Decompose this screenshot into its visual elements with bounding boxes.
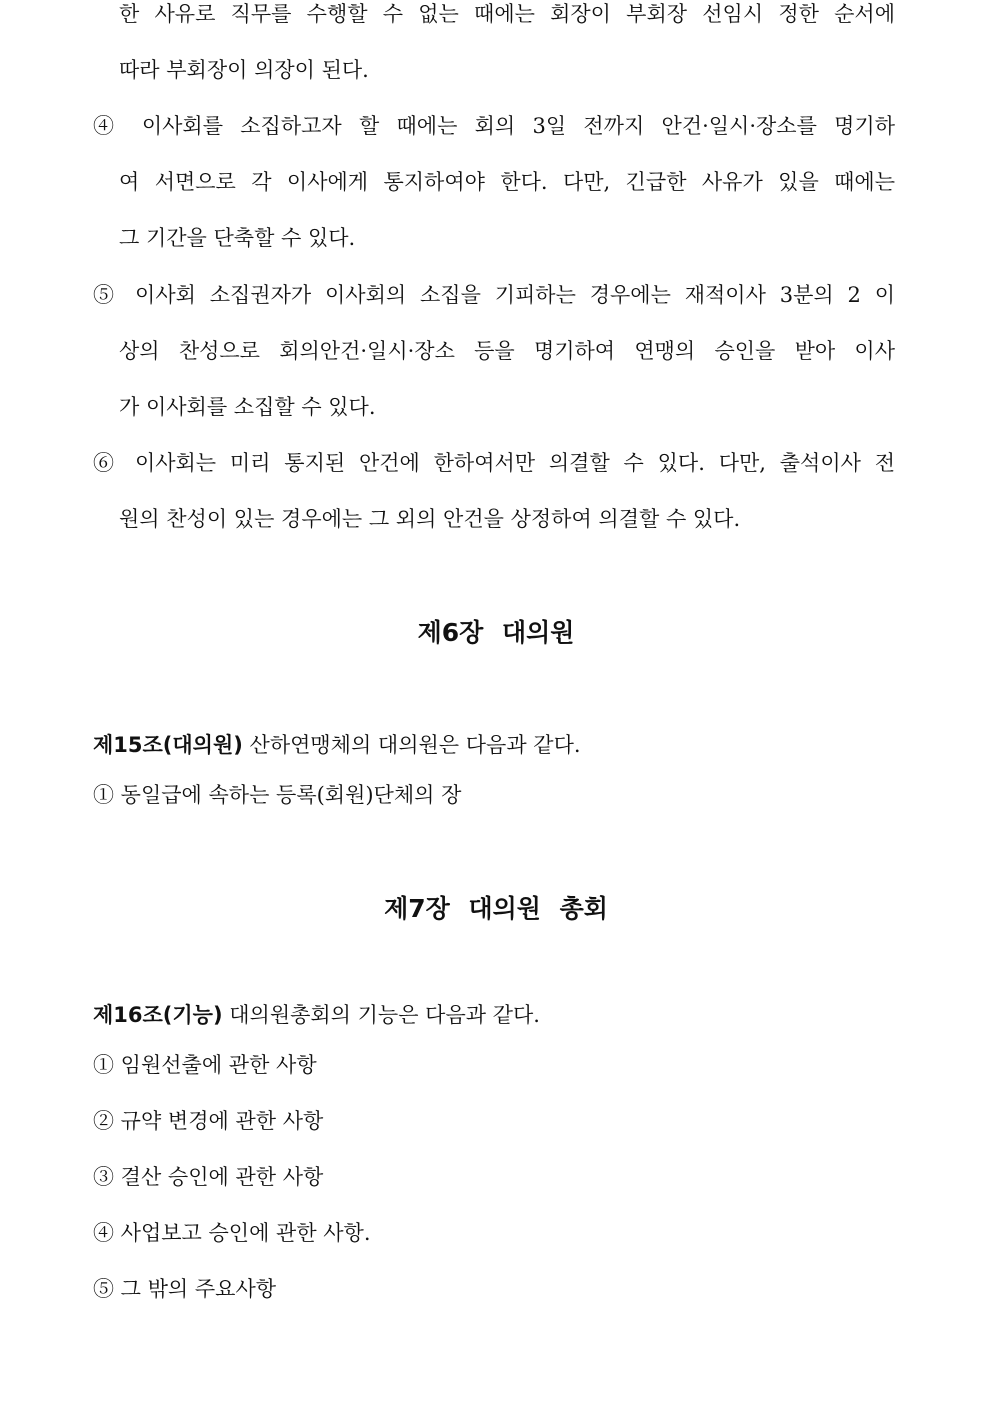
article-16-text: 대의원총회의 기능은 다음과 같다.	[222, 1003, 540, 1027]
clause-4-line-1: ④ 이사회를 소집하고자 할 때에는 회의 3일 전까지 안건·일시·장소를 명기하	[93, 114, 895, 138]
clause-4-line-3: 그 기간을 단축할 수 있다.	[119, 226, 356, 250]
chapter-6-title: 제6장 대의원	[417, 618, 575, 647]
clause-3-line-1: 한 사유로 직무를 수행할 수 없는 때에는 회장이 부회장 선임시 정한 순서에	[119, 2, 895, 26]
clause-6-line-2: 원의 찬성이 있는 경우에는 그 외의 안건을 상정하여 의결할 수 있다.	[119, 507, 741, 531]
article-16-item-5: ⑤ 그 밖의 주요사항	[93, 1277, 277, 1301]
chapter-7-title: 제7장 대의원 총회	[384, 894, 608, 923]
clause-5-line-2: 상의 찬성으로 회의안건·일시·장소 등을 명기하여 연맹의 승인을 받아 이사	[119, 339, 895, 363]
clause-6-line-1: ⑥ 이사회는 미리 통지된 안건에 한하여서만 의결할 수 있다. 다만, 출석이사 전	[93, 451, 895, 475]
article-15-title: 제15조(대의원)	[93, 733, 243, 757]
article-16-item-3: ③ 결산 승인에 관한 사항	[93, 1165, 324, 1189]
clause-5-line-1: ⑤ 이사회 소집권자가 이사회의 소집을 기피하는 경우에는 재적이사 3분의 2 이	[93, 283, 895, 307]
article-16-item-1: ① 임원선출에 관한 사항	[93, 1053, 317, 1077]
article-15-item-1: ① 동일급에 속하는 등록(회원)단체의 장	[93, 783, 462, 807]
article-15-text: 산하연맹체의 대의원은 다음과 같다.	[242, 733, 581, 757]
clause-4-line-2: 여 서면으로 각 이사에게 통지하여야 한다. 다만, 긴급한 사유가 있을 때에는	[119, 170, 895, 194]
clause-3-line-2: 따라 부회장이 의장이 된다.	[119, 58, 369, 82]
clause-5-line-3: 가 이사회를 소집할 수 있다.	[119, 395, 376, 419]
article-16-title: 제16조(기능)	[93, 1003, 223, 1027]
article-15	[93, 731, 581, 759]
article-16	[93, 1001, 540, 1029]
article-16-item-2: ② 규약 변경에 관한 사항	[93, 1109, 324, 1133]
article-16-item-4: ④ 사업보고 승인에 관한 사항.	[93, 1221, 371, 1245]
